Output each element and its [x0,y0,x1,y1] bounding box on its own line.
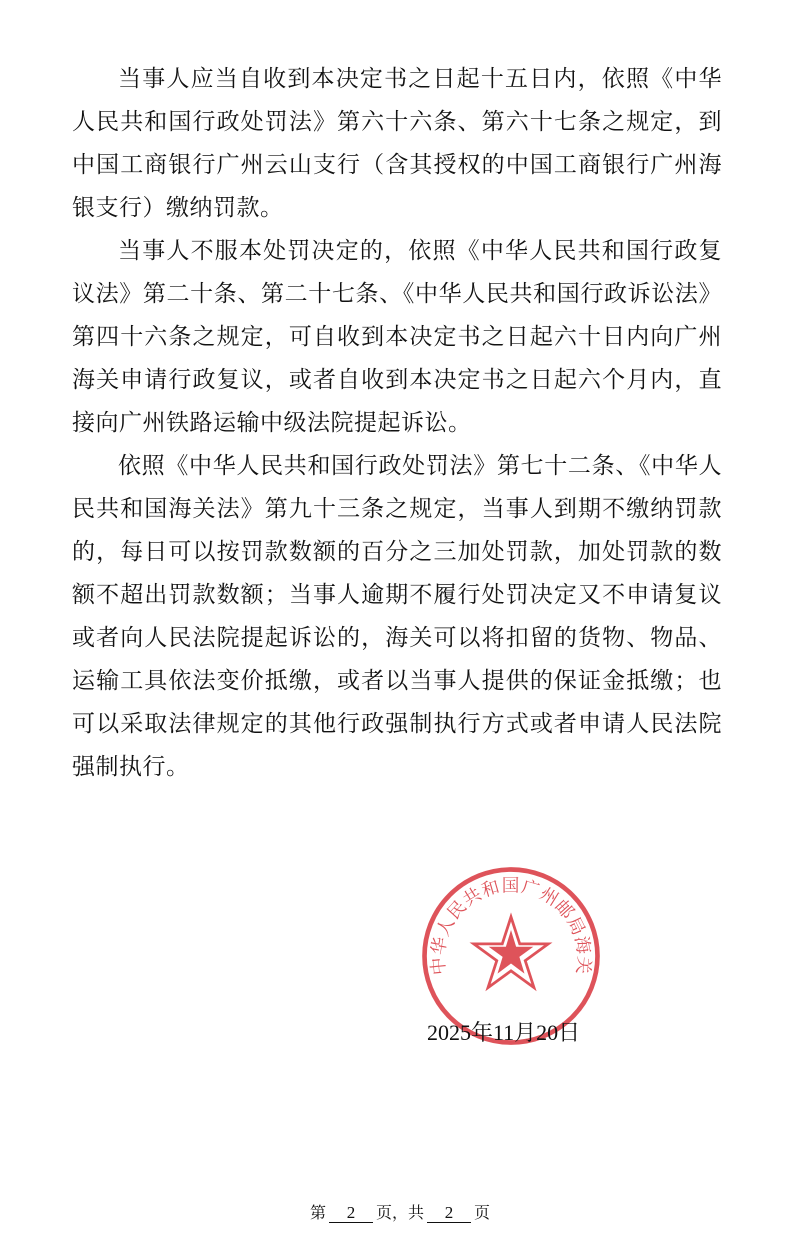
paragraph-appeal: 当事人不服本处罚决定的，依照《中华人民共和国行政复议法》第二十条、第二十七条、《中华人民共和国行政诉讼法》第四十六条之规定，可自收到本决定书之日起六十日内向广州海关申请行政复议，或者自收到本决定书之日起六个月内，直接向广州铁路运输中级法院提起诉讼。 [72,238,722,436]
document-body [72,58,722,789]
page-footer [0,1200,800,1223]
footer-suffix: 页 [474,1203,491,1222]
paragraph-enforcement: 依照《中华人民共和国行政处罚法》第七十二条、《中华人民共和国海关法》第九十三条之规定，当事人到期不缴纳罚款的，每日可以按罚款数额的百分之三加处罚款，加处罚款的数额不超出罚款数额；当事人逾期不履行处罚决定又不申请复议或者向人民法院提起诉讼的，海关可以将扣留的货物、物品、运输工具依法变价抵缴，或者以当事人提供的保证金抵缴；也可以采取法律规定的其他行政强制执行方式或者申请人民法院强制执行。 [72,453,722,780]
total-page-number: 2 [427,1204,471,1223]
paragraph-payment: 当事人应当自收到本决定书之日起十五日内，依照《中华人民共和国行政处罚法》第六十六条、第六十七条之规定，到中国工商银行广州云山支行（含其授权的中国工商银行广州海银支行）缴纳罚款。 [72,66,722,221]
current-page-number: 2 [329,1204,373,1223]
footer-middle: 页，共 [375,1203,424,1222]
signing-date: 2025年11月20日 [427,1020,581,1045]
footer-prefix: 第 [309,1203,326,1222]
seal-text: 中华人民共和国广州邮局海关 [428,876,594,976]
